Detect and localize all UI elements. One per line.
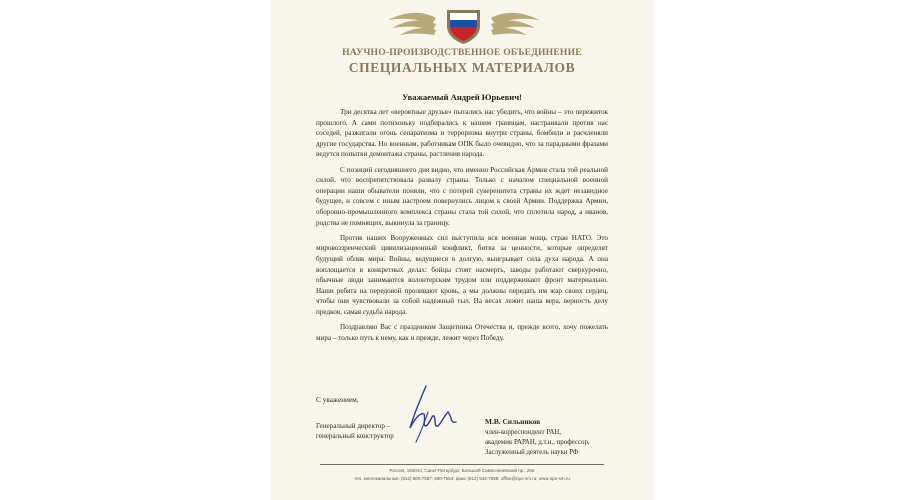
handwritten-signature [404,382,464,444]
footer-divider [320,464,604,465]
signer-title-line: Генеральный директор – [316,422,391,430]
letter-body [316,107,608,348]
letter-paragraph: С позиций сегодняшнего дня видно, что именно Российская Армия стала той реальной силой, что воспрепятствовала развалу страны. Только с началом специальной военной операции наши обыватели поняли, что с потерей суверенитета страны их ждет незавидное будущее, и совсем с иным настроем повернулись лицом к своей Армии. Поддержка Армии, оборонно-промышленного комплекса страны стала той силой, что сплотила народ, а иванов, родства не помнящих, выкинула за границу. [316,165,608,227]
letter-greeting: Уважаемый Андрей Юрьевич! [402,92,522,102]
signer-credential-line: Заслуженный деятель науки РФ [485,448,579,456]
organization-name-line2: СПЕЦИАЛЬНЫХ МАТЕРИАЛОВ [348,60,576,75]
letter-sheet [272,0,652,500]
signer-name: М.В. Сильников [485,417,541,426]
letter-paragraph: Три десятка лет «вероятные друзья» пытались нас убедить, что войны – это пережиток прошлого. А сами потихоньку подбирались к нашим границам, настраивали против нас соседей, разжигали огонь сепаратизма и терроризма внутри страны, бомбили и расчленяли другие государства. Но военным, работникам ОПК было очевидно, что за парадными фразами ведутся попытки демонтажа страны, растления народа. [316,108,608,159]
organization-name-line1: НАУЧНО-ПРОИЗВОДСТВЕННОЕ ОБЪЕДИНЕНИЕ [342,47,582,58]
footer-address: Россия, 194044, Санкт-Петербург, Большой Сампсониевский пр., 28а [389,468,535,473]
signer-credentials [485,428,590,457]
signer-title [316,422,394,442]
letter-paragraph: Поздравляю Вас с праздником Защитника Отечества и, прежде всего, хочу пожелать мира – только путь к нему, как и прежде, лежит через Победу. [316,323,608,342]
russian-flag-shield-icon [376,4,551,46]
signer-title-line: генеральный конструктор [316,431,394,440]
signer-credential-line: академик РАРАН, д.т.н., профессор, [485,438,590,446]
signer-credential-line: член-корреспондент РАН, [485,429,561,436]
letter-paragraph: Против наших Вооруженных сил выступила вся военная мощь стран НАТО. Это мировоззренческий цивилизационный конфликт, битва за ценности, которые определят будущий облик мира. Войны, ведущиеся в долгую, выигрывает сила духа народа. А она воплощается в конкретных делах: бойцы стоят насмерть, заводы работают сверхурочно, обычные люди занимаются волонтерским трудом или поддерживают фронт материально. Наши ребята на передовой проливают кровь, а мы должны передать им жар своих сердец, чтобы они чувствовали за собой надежный тыл. На весах лежит наша вера, верность делу предков, самая судьба народа. [316,233,608,316]
footer-contacts: тел. многоканальные: (812) 600-7557, 600-7554; факс (812) 542-7558; office@npo-sm.ru; www.npo-sm.ru [354,476,570,481]
letter-closing: С уважением, [316,395,359,404]
